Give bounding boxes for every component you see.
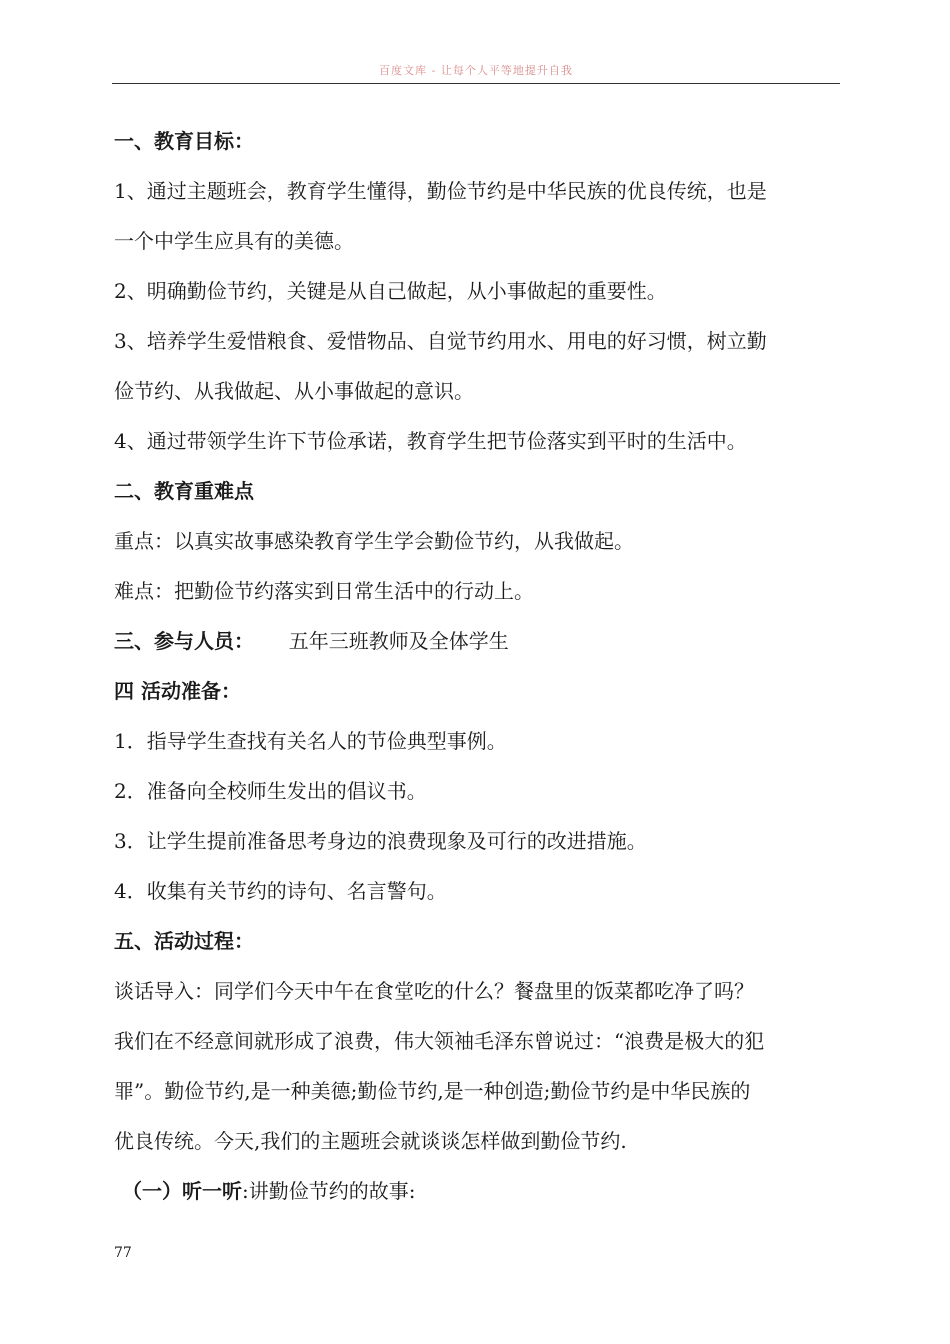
goal-4: 4、通过带领学生许下节俭承诺，教育学生把节俭落实到平时的生活中。 <box>114 429 747 453</box>
prep-item-3: 3．让学生提前准备思考身边的浪费现象及可行的改进措施。 <box>114 829 647 853</box>
goal-3-line-2: 俭节约、从我做起、从小事做起的意识。 <box>114 379 474 403</box>
goal-2: 2、明确勤俭节约，关键是从自己做起，从小事做起的重要性。 <box>114 279 667 303</box>
subsection-heading-listen: （一）听一听 <box>122 1179 242 1203</box>
page-number: 77 <box>114 1245 132 1261</box>
subsection-text-listen: :讲勤俭节约的故事: <box>242 1179 416 1203</box>
document-body <box>114 116 838 1216</box>
intro-line-2: 我们在不经意间就形成了浪费，伟大领袖毛泽东曾说过：“浪费是极大的犯 <box>114 1029 765 1053</box>
goal-1-line-2: 一个中学生应具有的美德。 <box>114 229 354 253</box>
key-point: 重点：以真实故事感染教育学生学会勤俭节约，从我做起。 <box>114 529 634 553</box>
goal-3-line-1: 3、培养学生爱惜粮食、爱惜物品、自觉节约用水、用电的好习惯，树立勤 <box>114 329 767 353</box>
prep-item-4: 4．收集有关节约的诗句、名言警句。 <box>114 879 447 903</box>
prep-item-1: 1．指导学生查找有关名人的节俭典型事例。 <box>114 729 507 753</box>
subsection-row-1 <box>114 1166 838 1216</box>
intro-line-1: 谈话导入：同学们今天中午在食堂吃的什么？餐盘里的饭菜都吃净了吗？ <box>114 979 754 1003</box>
participants-row <box>114 616 838 666</box>
page-header: 百度文库 - 让每个人平等地提升自我 <box>379 64 573 77</box>
section-heading-process: 五、活动过程： <box>114 929 254 953</box>
participants-value: 五年三班教师及全体学生 <box>288 629 509 653</box>
intro-line-4: 优良传统。今天,我们的主题班会就谈谈怎样做到勤俭节约. <box>114 1129 627 1153</box>
section-heading-preparation: 四 活动准备： <box>114 679 241 703</box>
section-heading-key-points: 二、教育重难点 <box>114 479 254 503</box>
difficult-point: 难点：把勤俭节约落实到日常生活中的行动上。 <box>114 579 534 603</box>
section-heading-goals: 一、教育目标： <box>114 129 254 153</box>
intro-line-3: 罪”。勤俭节约,是一种美德;勤俭节约,是一种创造;勤俭节约是中华民族的 <box>114 1079 751 1103</box>
section-heading-participants: 三、参与人员： <box>114 629 254 653</box>
goal-1-line-1: 1、通过主题班会，教育学生懂得，勤俭节约是中华民族的优良传统，也是 <box>114 179 767 203</box>
prep-item-2: 2．准备向全校师生发出的倡议书。 <box>114 779 427 803</box>
header-divider <box>112 83 840 84</box>
